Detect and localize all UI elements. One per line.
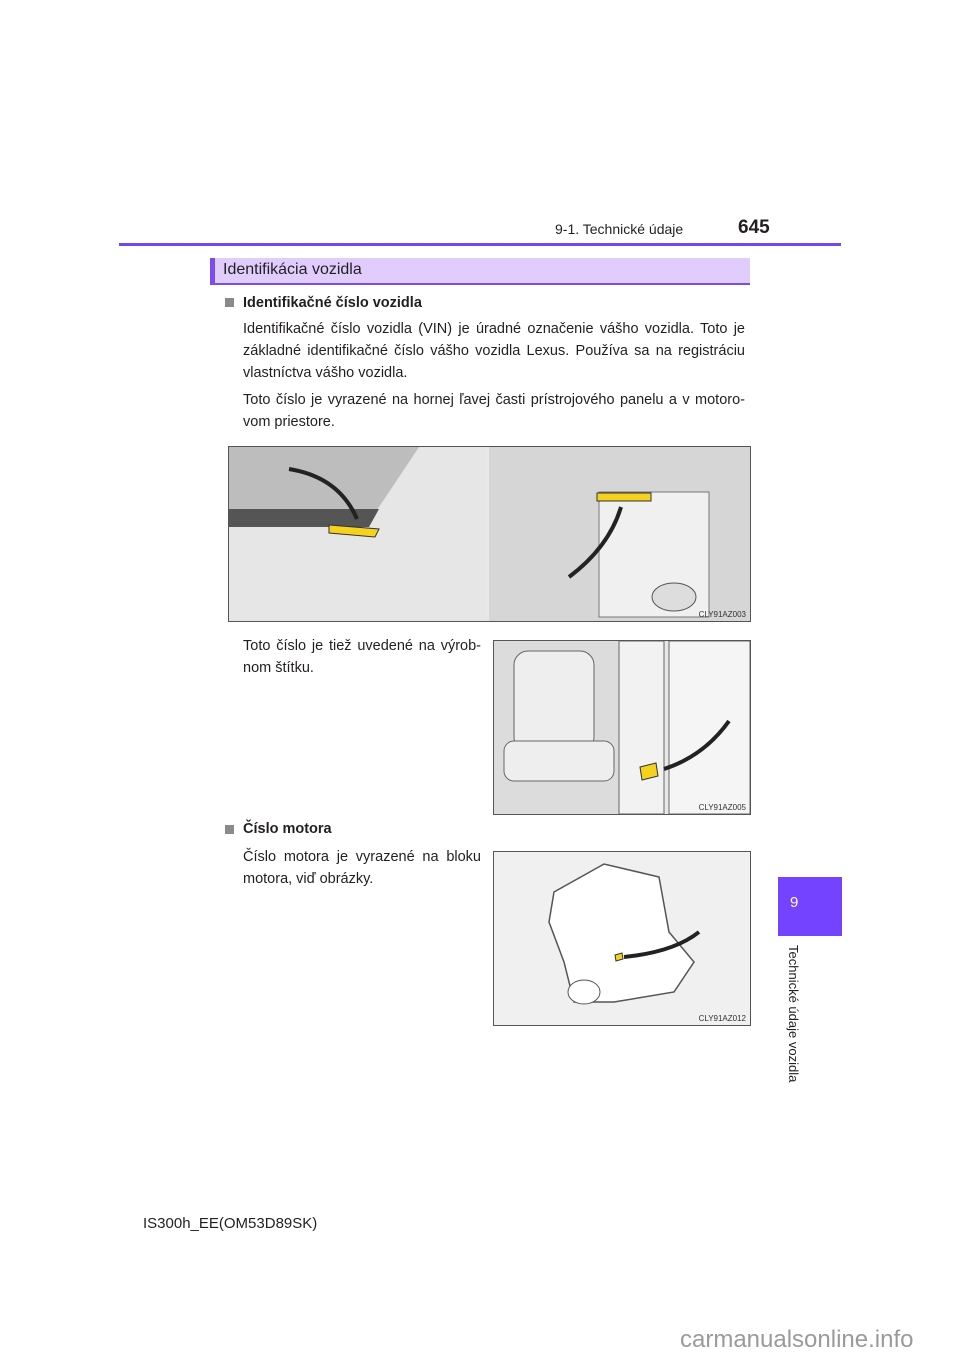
bullet-square-icon [225, 825, 234, 834]
header-section: 9-1. Technické údaje [555, 221, 684, 237]
bullet-square-icon [225, 298, 234, 307]
vin-paragraph-3: Toto číslo je tiež uvedené na výrob-nom štítku. [243, 638, 481, 676]
vin-paragraph-2: Toto číslo je vyrazené na hornej ľavej časti prístrojového panelu a v motoro-vom priestore. [243, 392, 745, 430]
watermark: carmanualsonline.info [680, 1326, 914, 1353]
header-divider [119, 243, 841, 246]
engine-block-image [493, 851, 751, 1026]
section-title: Identifikácia vozidla [223, 261, 362, 278]
page-number: 645 [738, 217, 770, 238]
engine-heading: Číslo motora [243, 821, 332, 837]
door-pillar-image [493, 640, 751, 815]
image-code: CLY91AZ012 [698, 1014, 746, 1023]
vin-paragraph-1: Identifikačné číslo vozidla (VIN) je úradné označenie vášho vozidla. Toto je základné identifikačné číslo vášho vozidla Lexus. Používa sa na registráciu vlastníctva vášho vozidla. [243, 321, 745, 381]
dashboard-engine-illustration [229, 447, 750, 621]
image-code: CLY91AZ003 [698, 610, 746, 619]
chapter-tab[interactable] [778, 877, 842, 936]
image-code: CLY91AZ005 [698, 803, 746, 812]
door-pillar-illustration [494, 641, 750, 814]
engine-illustration [494, 852, 750, 1025]
vin-location-image [228, 446, 751, 622]
vin-heading: Identifikačné číslo vozidla [243, 295, 422, 311]
chapter-label: Technické údaje vozidla [786, 945, 801, 1083]
section-title-box [210, 258, 750, 285]
chapter-number: 9 [790, 894, 799, 911]
engine-paragraph: Číslo motora je vyrazené na bloku motora, viď obrázky. [243, 849, 481, 887]
footer-code: IS300h_EE(OM53D89SK) [143, 1215, 318, 1232]
